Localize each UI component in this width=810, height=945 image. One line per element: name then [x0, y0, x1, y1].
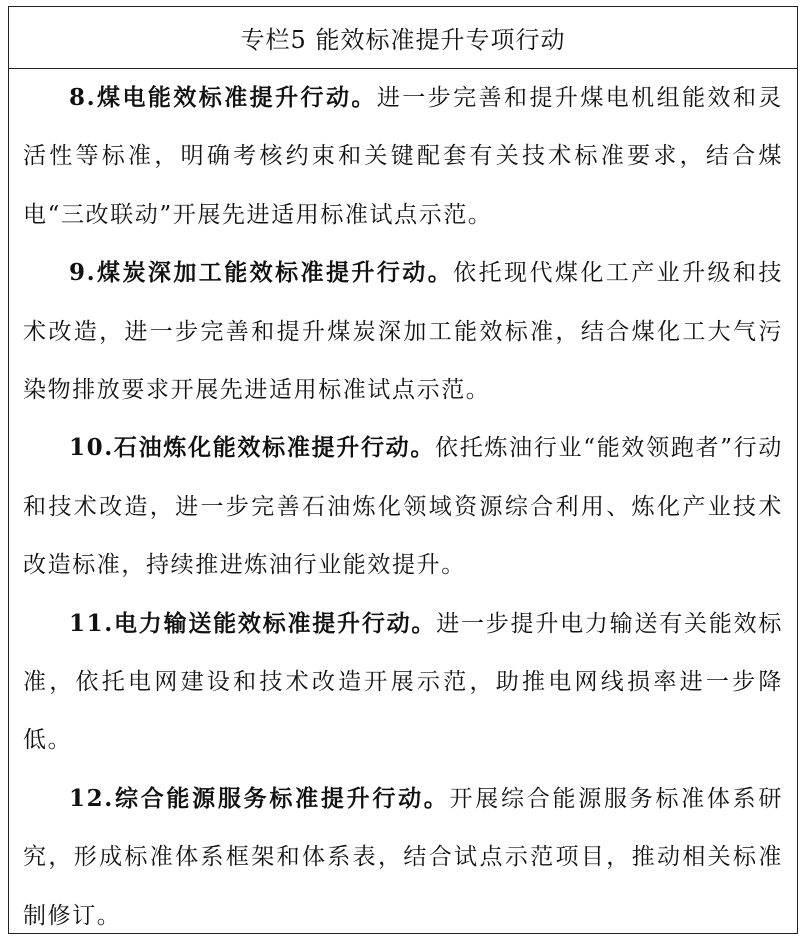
paragraph-body: 开展综合能源服务标准体系研究，形成标准体系框架和体系表，结合试点示范项目，推动相关标准制修订。	[23, 785, 783, 929]
paragraph-heading: 电力输送能效标准提升行动。	[113, 609, 437, 637]
column-box	[8, 6, 798, 934]
paragraph-heading: 煤炭深加工能效标准提升行动。	[96, 259, 454, 287]
paragraph-12	[9, 770, 797, 945]
paragraph-9	[9, 244, 797, 419]
paragraph-heading: 煤电能效标准提升行动。	[96, 84, 377, 111]
paragraph-number: 8.	[69, 84, 97, 111]
paragraph-11	[9, 595, 797, 770]
paragraph-number: 12.	[69, 784, 114, 812]
paragraph-heading: 石油炼化能效标准提升行动。	[113, 434, 436, 462]
paragraph-body: 依托现代煤化工产业升级和技术改造，进一步完善和提升煤炭深加工能效标准，结合煤化工大气污染物排放要求开展先进适用标准试点示范。	[23, 260, 783, 404]
paragraph-8	[9, 69, 797, 244]
paragraph-body: 进一步完善和提升煤电机组能效和灵活性等标准，明确考核约束和关键配套有关技术标准要求，结合煤电“三改联动”开展先进适用标准试点示范。	[23, 85, 783, 228]
paragraph-10	[9, 419, 797, 594]
paragraph-number: 10.	[69, 434, 114, 462]
paragraph-body: 依托炼油行业“能效领跑者”行动和技术改造，进一步完善石油炼化领域资源综合利用、炼化产业技术改造标准，持续推进炼油行业能效提升。	[23, 435, 783, 579]
paragraph-body: 进一步提升电力输送有关能效标准，依托电网建设和技术改造开展示范，助推电网线损率进一步降低。	[23, 610, 783, 754]
column-content	[9, 69, 797, 945]
paragraph-number: 9.	[69, 259, 97, 287]
column-title: 专栏5 能效标准提升专项行动	[9, 7, 797, 69]
paragraph-heading: 综合能源服务标准提升行动。	[113, 784, 450, 812]
paragraph-number: 11.	[69, 609, 114, 637]
